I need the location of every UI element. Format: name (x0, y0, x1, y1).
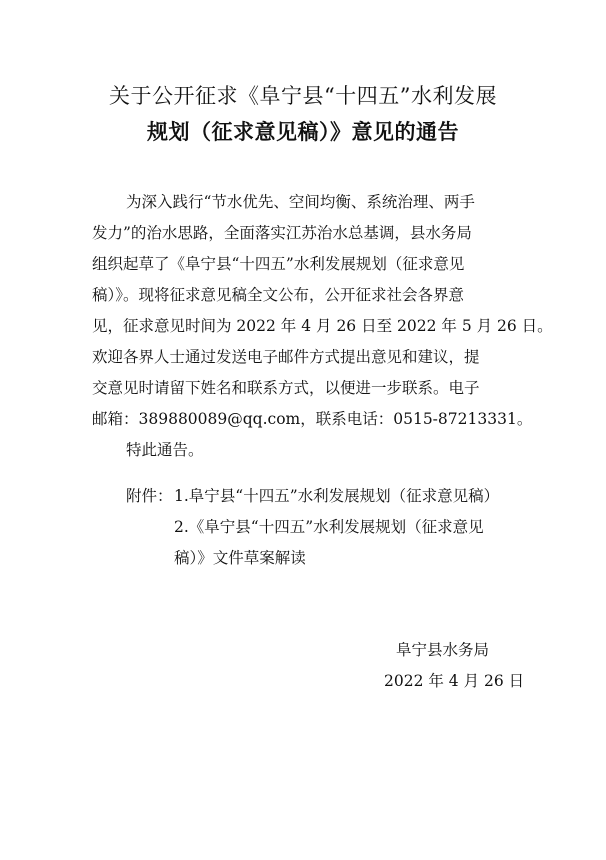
attachment-item-1: 1.阜宁县“十四五”水利发展规划（征求意见稿） (174, 487, 500, 505)
attachment-item-2-line-1: 2.《阜宁县“十四五”水利发展规划（征求意见 (174, 518, 484, 536)
closing-line: 特此通告。 (126, 441, 204, 459)
body-line-7: 交意见时请留下姓名和联系方式，以便进一步联系。电子 (92, 379, 480, 397)
body-line-4: 稿）》。现将征求意见稿全文公布，公开征求社会各界意 (92, 286, 465, 304)
body-line-8: 邮箱：389880089@qq.com，联系电话：0515-87213331。 (92, 410, 533, 428)
body-line-3: 组织起草了《阜宁县“十四五”水利发展规划（征求意见 (92, 255, 465, 273)
signature-date: 2022 年 4 月 26 日 (384, 672, 525, 690)
body-line-2: 发力”的治水思路，全面落实江苏治水总基调，县水务局 (92, 224, 472, 242)
attachments-label: 附件： (126, 487, 173, 505)
signature-org: 阜宁县水务局 (396, 641, 490, 659)
body-line-6: 欢迎各界人士通过发送电子邮件方式提出意见和建议，提 (92, 348, 480, 366)
attachment-item-2-line-2: 稿）》文件草案解读 (174, 549, 306, 567)
body-line-1: 为深入践行“节水优先、空间均衡、系统治理、两手 (126, 193, 475, 211)
document-title-line-1: 关于公开征求《阜宁县“十四五”水利发展 (109, 84, 497, 108)
document-title-line-2: 规划（征求意见稿）》意见的通告 (147, 119, 459, 144)
body-line-5: 见，征求意见时间为 2022 年 4 月 26 日至 2022 年 5 月 26 日。 (92, 317, 553, 335)
